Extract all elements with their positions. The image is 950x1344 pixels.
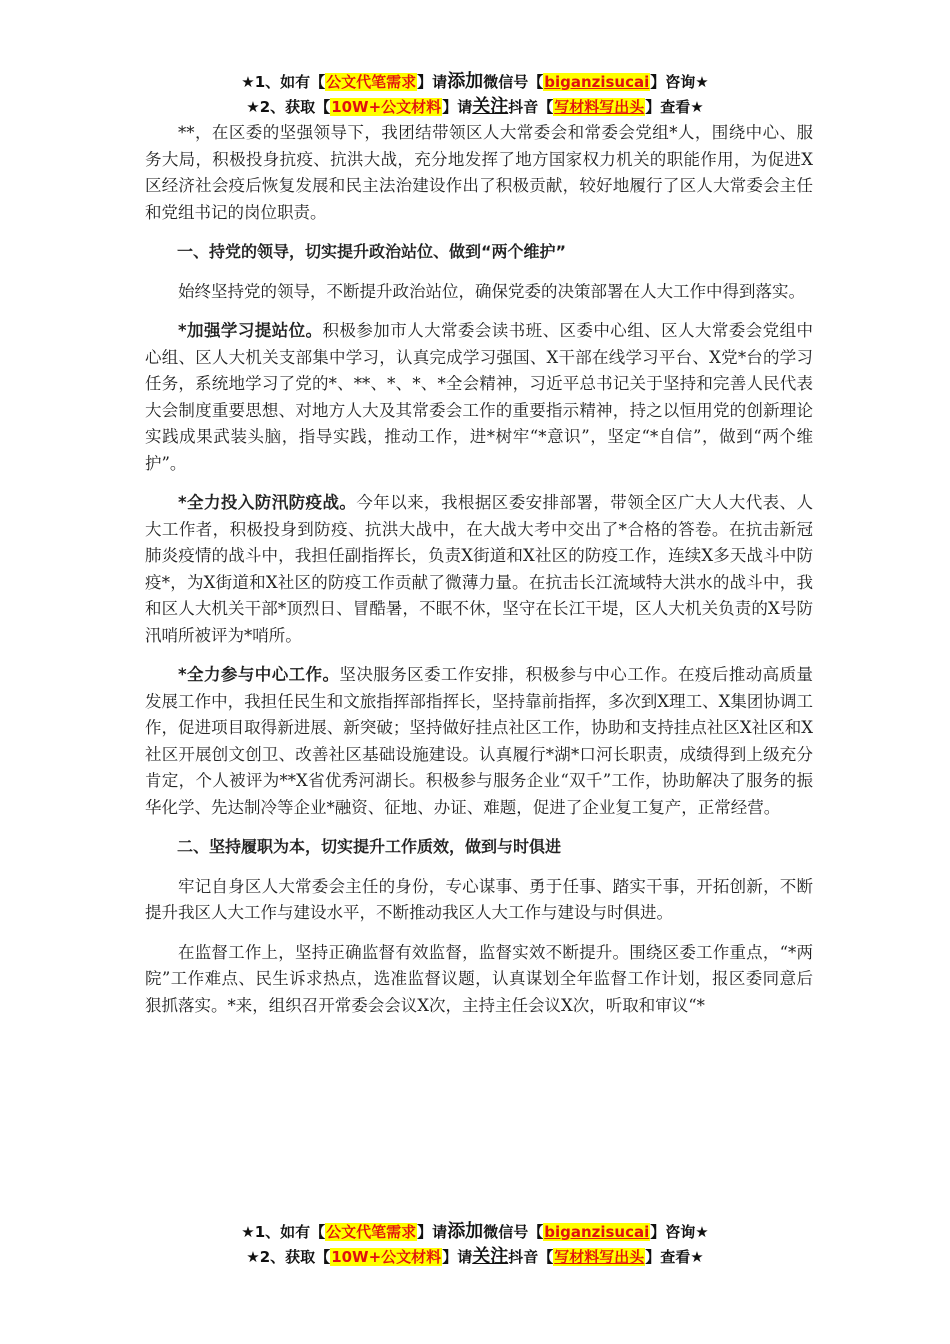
banner-text: 抖音【 (508, 98, 554, 116)
highlight-douyin[interactable]: 写材料写出头 (554, 1248, 645, 1266)
banner-line-1 (0, 1219, 950, 1244)
paragraph-5: 牢记自身区人大常委会主任的身份，专心谋事、勇于任事、踏实干事，开拓创新，不断提升我区人大工作与建设水平，不断推动我区人大工作与建设与时俱进。 (145, 876, 813, 922)
top-banner (0, 69, 950, 119)
banner-text: 微信号【 (483, 1223, 544, 1241)
banner-text: 】咨询★ (650, 73, 709, 91)
paragraph-4 (145, 662, 813, 821)
banner-line-2 (0, 94, 950, 119)
banner-emphasis: 添加 (447, 1221, 484, 1242)
highlight-douyin[interactable]: 写材料写出头 (554, 98, 645, 116)
banner-text: 】咨询★ (650, 1223, 709, 1241)
banner-text: ★1、如有【 (241, 73, 326, 91)
banner-emphasis: 关注 (472, 1246, 509, 1267)
banner-line-2 (0, 1244, 950, 1269)
document-body (145, 120, 813, 1032)
highlight-wechat-id[interactable]: biganzisucai (544, 73, 650, 91)
banner-text: ★1、如有【 (241, 1223, 326, 1241)
paragraph-3 (145, 490, 813, 649)
banner-text: 抖音【 (508, 1248, 554, 1266)
banner-text: ★2、获取【 (246, 1248, 331, 1266)
banner-text: 微信号【 (483, 73, 544, 91)
paragraph-lead: *加强学习提站位。 (178, 321, 323, 340)
paragraph-1: 始终坚持党的领导，不断提升政治站位，确保党委的决策部署在人大工作中得到落实。 (178, 281, 805, 301)
banner-text: 】请 (442, 1248, 473, 1266)
paragraph-lead: *全力参与中心工作。 (178, 665, 340, 684)
banner-text: 】请 (442, 98, 473, 116)
banner-line-1 (0, 69, 950, 94)
highlight-materials[interactable]: 10W+公文材料 (331, 1248, 442, 1266)
banner-text: 】查看★ (645, 98, 704, 116)
paragraph-text: 坚决服务区委工作安排，积极参与中心工作。在疫后推动高质量发展工作中，我担任民生和文旅指挥部指挥长，坚持靠前指挥，多次到X理工、X集团协调工作，促进项目取得新进展、新突破；坚持做好挂点社区工作，协助和支持挂点社区X社区和X社区开展创文创卫、改善社区基础设施建设。认真履行*湖*口河长职责，成绩得到上级充分肯定，个人被评为**X省优秀河湖长。积极参与服务企业“双千”工作，协助解决了服务的振华化学、先达制冷等企业*融资、征地、办证、难题，促进了企业复工复产，正常经营。 (145, 665, 813, 817)
paragraph-text: 今年以来，我根据区委安排部署，带领全区广大人大代表、人大工作者，积极投身到防疫、抗洪大战中，在大战大考中交出了*合格的答卷。在抗击新冠肺炎疫情的战斗中，我担任副指挥长，负责X街道和X社区的防疫工作，连续X多天战斗中防疫*，为X街道和X社区的防疫工作贡献了微薄力量。在抗击长江流域特大洪水的战斗中，我和区人大机关干部*顶烈日、冒酷暑，不眠不休，坚守在长江干堤，区人大机关负责的X号防汛哨所被评为*哨所。 (145, 493, 813, 645)
bottom-banner (0, 1219, 950, 1269)
highlight-materials[interactable]: 10W+公文材料 (331, 98, 442, 116)
section-heading-2: 二、坚持履职为本，切实提升工作质效，做到与时俱进 (177, 837, 562, 856)
paragraph-lead: *全力投入防汛防疫战。 (178, 493, 357, 512)
paragraph-intro: **，在区委的坚强领导下，我团结带领区人大常委会和常委会党组*人，围绕中心、服务大局，积极投身抗疫、抗洪大战，充分地发挥了地方国家权力机关的职能作用，为促进X区经济社会疫后恢复发展和民主法治建设作出了积极贡献，较好地履行了区人大常委会主任和党组书记的岗位职责。 (145, 123, 813, 222)
paragraph-2 (145, 318, 813, 477)
banner-text: 】请 (417, 73, 448, 91)
section-heading-1: 一、持党的领导，切实提升政治站位、做到“两个维护” (177, 242, 567, 261)
highlight-wechat-id[interactable]: biganzisucai (544, 1223, 650, 1241)
paragraph-6: 在监督工作上，坚持正确监督有效监督，监督实效不断提升。围绕区委工作重点，“*两院”工作难点、民生诉求热点，选准监督议题，认真谋划全年监督工作计划，报区委同意后狠抓落实。*来，组织召开常委会会议X次，主持主任会议X次，听取和审议“* (145, 942, 813, 1015)
banner-emphasis: 添加 (447, 71, 484, 92)
highlight-service[interactable]: 公文代笔需求 (326, 1223, 417, 1241)
banner-text: 】请 (417, 1223, 448, 1241)
paragraph-text: 积极参加市人大常委会读书班、区委中心组、区人大常委会党组中心组、区人大机关支部集中学习，认真完成学习强国、X干部在线学习平台、X党*台的学习任务，系统地学习了党的*、**、*、*、*全会精神，习近平总书记关于坚持和完善人民代表大会制度重要思想、对地方人大及其常委会工作的重要指示精神，持之以恒用党的创新理论实践成果武装头脑，指导实践，推动工作，进*树牢“*意识”，坚定“*自信”，做到“两个维护”。 (145, 321, 814, 473)
banner-emphasis: 关注 (472, 96, 509, 117)
banner-text: ★2、获取【 (246, 98, 331, 116)
banner-text: 】查看★ (645, 1248, 704, 1266)
highlight-service[interactable]: 公文代笔需求 (326, 73, 417, 91)
